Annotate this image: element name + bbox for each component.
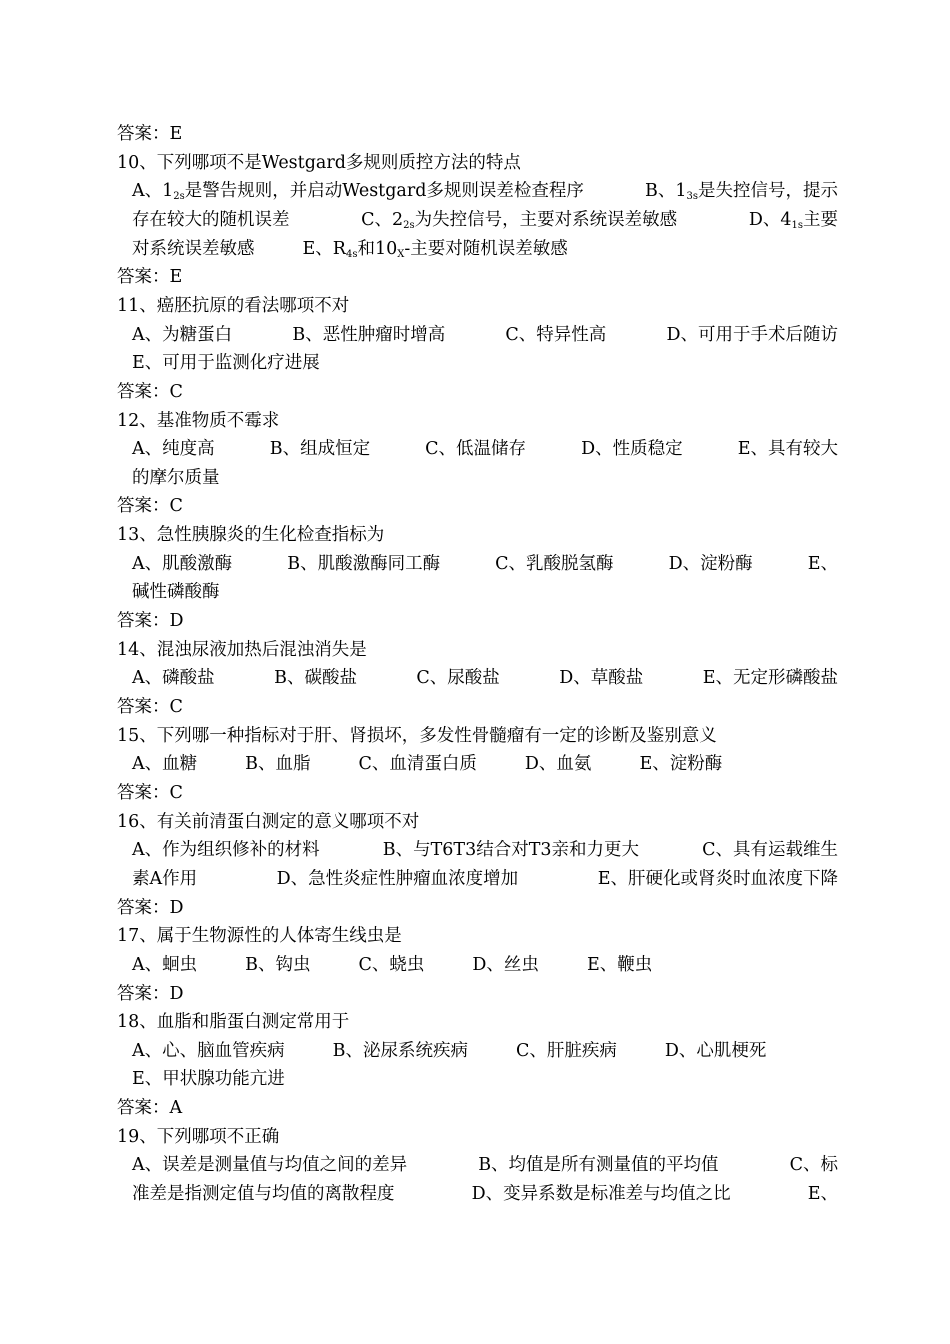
options-line [132,552,838,576]
options-line [132,179,838,203]
option-text: B、与T6T3结合对T3亲和力更大 [382,840,640,861]
option-text: D、$4_{1s}$主要 [748,209,838,231]
option-text: C、具有运载维生 [702,840,838,861]
answer-line [117,494,839,518]
line-text: 10、下列哪项不是Westgard多规则质控方法的特点 [117,152,521,173]
options-line [132,1067,838,1091]
option-text: B、恶性肿瘤时增高 [292,324,446,345]
option-text: 存在较大的随机误差 [132,209,290,230]
option-text: A、血糖 [132,754,198,775]
line-text: 11、癌胚抗原的看法哪项不对 [117,295,350,316]
options-line [132,752,838,776]
option-text: E、具有较大 [737,439,838,460]
options-line [132,237,838,261]
option-text: A、作为组织修补的材料 [132,840,320,861]
option-text: 准差是指测定值与均值的离散程度 [132,1184,395,1205]
option-text: A、为糖蛋白 [132,324,233,345]
line-text: 答案：C [117,496,183,517]
option-text: 素A作用 [132,868,198,889]
line-text: 答案：C [117,782,183,803]
answer-line [117,1096,839,1120]
options-line [132,1039,838,1063]
answer-line [117,380,839,404]
options-line [132,323,838,347]
question-line [117,1010,839,1034]
answer-line [117,781,839,805]
question-line [117,638,839,662]
option-text: B、碳酸盐 [274,668,357,689]
option-text: C、血清蛋白质 [358,754,477,775]
question-line [117,1125,839,1149]
options-line [132,867,838,891]
option-text: B、均值是所有测量值的平均值 [478,1155,719,1176]
line-text: 16、有关前清蛋白测定的意义哪项不对 [117,811,420,832]
line-text: 答案：D [117,611,184,632]
option-text: D、心肌梗死 [664,1040,767,1061]
line-text: 答案：C [117,381,183,402]
option-text: D、急性炎症性肿瘤血浓度增加 [276,868,519,889]
option-text: 的摩尔质量 [132,467,220,488]
option-text: B、钩虫 [245,954,311,975]
option-text: E、无定形磷酸盐 [702,668,838,689]
options-line [132,466,838,490]
option-text: E、鞭虫 [586,954,653,975]
question-line [117,409,839,433]
option-text: B、$1_{3s}$是失控信号，提示 [645,181,838,203]
option-text: C、尿酸盐 [416,668,500,689]
option-text: E、可用于监测化疗进展 [132,353,320,374]
options-line [132,953,838,977]
option-text: A、心、脑血管疾病 [132,1040,285,1061]
options-line [132,437,838,461]
line-text: 17、属于生物源性的人体寄生线虫是 [117,926,402,947]
option-text: C、低温储存 [425,439,527,460]
line-text: 13、急性胰腺炎的生化检查指标为 [117,525,385,546]
answer-line [117,265,839,289]
option-text: E、肝硬化或肾炎时血浓度下降 [597,868,838,889]
option-text: E、 [807,553,838,574]
option-text: E、$R_{4s}$和$10_X-$主要对随机误差敏感 [302,238,568,260]
line-text: 14、混浊尿液加热后混浊消失是 [117,639,367,660]
option-text: D、血氨 [524,754,592,775]
option-text: B、肌酸激酶同工酶 [287,553,441,574]
answer-line [117,982,839,1006]
line-text: 15、下列哪一种指标对于肝、肾损坏，多发性骨髓瘤有一定的诊断及鉴别意义 [117,725,717,746]
option-text: C、特异性高 [505,324,607,345]
question-line [117,724,839,748]
option-text: 碱性磷酸酶 [132,582,220,603]
option-text: B、血脂 [245,754,311,775]
option-text: C、乳酸脱氢酶 [495,553,614,574]
question-line [117,810,839,834]
option-text: C、标 [789,1155,838,1176]
answer-line [117,122,839,146]
line-text: 12、基准物质不霉求 [117,410,280,431]
option-text: A、肌酸激酶 [132,553,233,574]
line-text: 答案：E [117,124,183,144]
options-line [132,838,838,862]
options-line [132,1153,838,1177]
option-text: A、纯度高 [132,439,215,460]
option-text: C、蛲虫 [358,954,425,975]
option-text: C、$2_{2s}$为失控信号，主要对系统误差敏感 [361,209,678,231]
option-text: D、可用于手术后随访 [666,324,838,345]
answer-line [117,609,839,633]
option-text: D、变异系数是标准差与均值之比 [471,1184,731,1205]
options-line [132,1182,838,1206]
options-line [132,351,838,375]
option-text: A、磷酸盐 [132,668,215,689]
option-text: D、淀粉酶 [668,553,753,574]
option-text: A、误差是测量值与均值之间的差异 [132,1155,408,1176]
line-text: 答案：D [117,897,184,918]
option-text: D、性质稳定 [581,439,683,460]
option-text: 对系统误差敏感 [132,238,255,259]
options-line [132,208,838,232]
options-line [132,666,838,690]
line-text: 19、下列哪项不正确 [117,1126,280,1147]
line-text: 18、血脂和脂蛋白测定常用于 [117,1012,350,1033]
line-text: 答案：D [117,983,184,1004]
option-text: C、肝脏疾病 [516,1040,617,1061]
option-text: B、泌尿系统疾病 [332,1040,469,1061]
line-text: 答案：E [117,267,183,288]
question-line [117,523,839,547]
option-text: D、丝虫 [472,954,539,975]
option-text: A、$1_{2s}$是警告规则，并启动Westgard多规则误差检查程序 [132,181,584,203]
option-text: A、蛔虫 [132,954,198,975]
option-text: E、甲状腺功能亢进 [132,1069,285,1090]
question-line [117,924,839,948]
question-line [117,151,839,175]
answer-line [117,695,839,719]
question-line [117,294,839,318]
option-text: D、草酸盐 [559,668,644,689]
option-text: E、淀粉酶 [639,754,723,775]
option-text: E、 [807,1184,838,1205]
option-text: B、组成恒定 [269,439,371,460]
line-text: 答案：C [117,697,183,717]
options-line [132,580,838,604]
line-text: 答案：A [117,1098,183,1119]
answer-line [117,896,839,920]
